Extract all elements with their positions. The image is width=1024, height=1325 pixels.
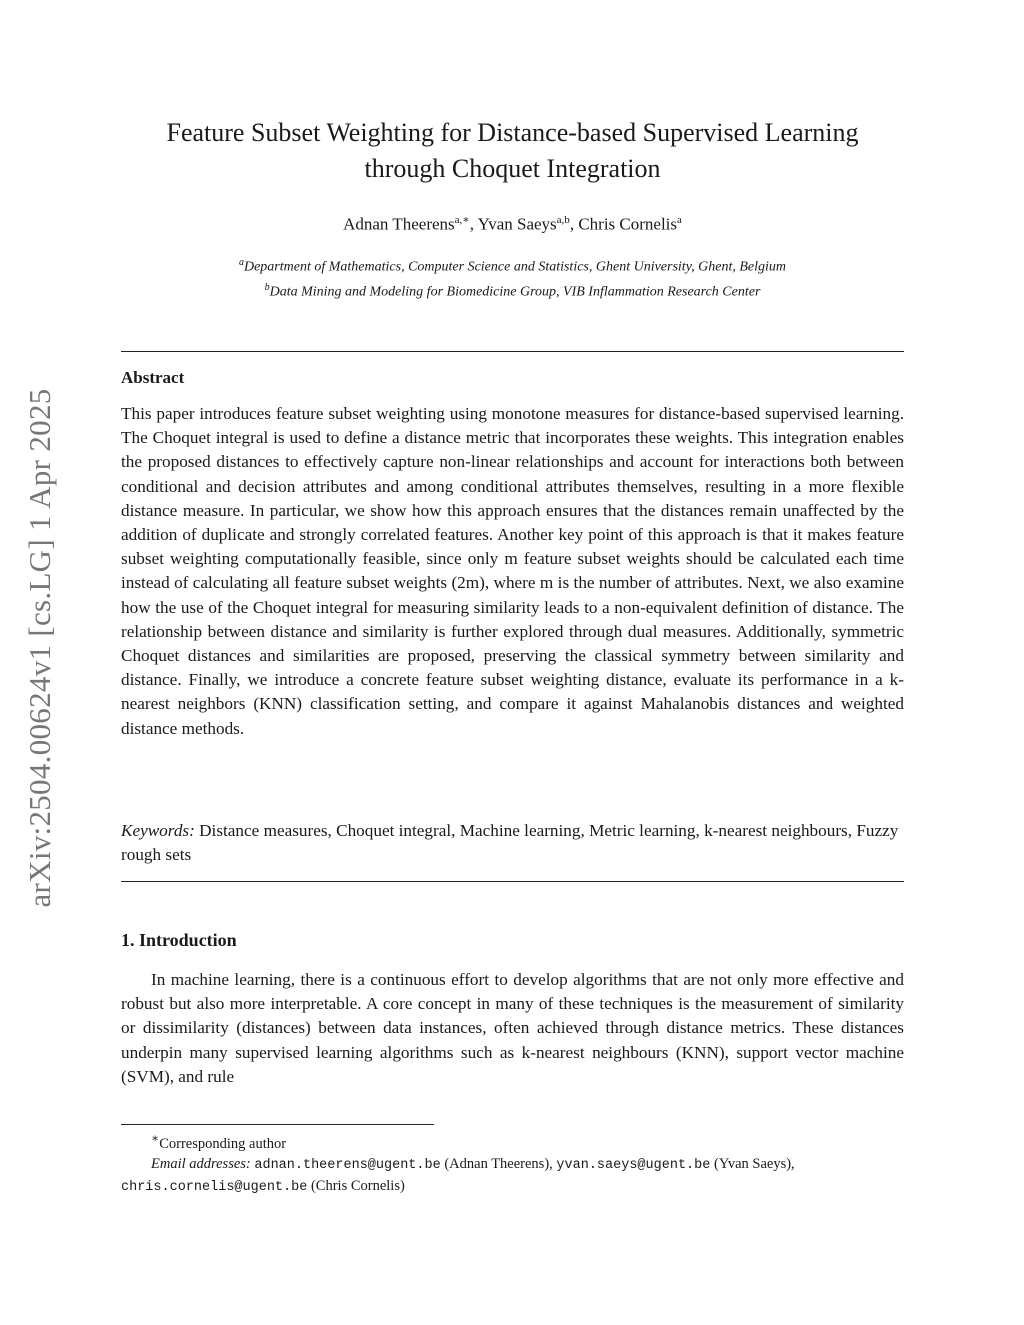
email-link[interactable]: adnan.theerens@ugent.be <box>254 1157 441 1173</box>
author-list: Adnan Theerens$^{a,∗}$, Yvan Saeys$^{a,b}$, Chris Cornelis$^a$ <box>343 214 682 234</box>
footnote-rule <box>121 1124 434 1125</box>
title-line-2: through Choquet Integration <box>364 154 661 183</box>
author-sup: a,b <box>556 214 570 226</box>
paper-title <box>110 115 915 187</box>
section-heading: 1. Introduction <box>121 930 237 950</box>
keywords <box>121 819 904 867</box>
footnotes <box>121 1128 904 1198</box>
title-line-1: Feature Subset Weighting for Distance-based Supervised Learning <box>166 118 859 147</box>
corresponding-author-note: ∗Corresponding author <box>151 1131 287 1152</box>
author-sup: a <box>677 214 682 226</box>
abstract-text: This paper introduces feature subset weighting using monotone measures for distance-based supervised learning. The Choquet integral is used to define a distance metric that incorporates these weights. This integration enables the proposed distances to effectively capture non-linear relationships and account for interactions both between conditional and decision attributes and among conditional attributes themselves, resulting in a more flexible distance measure. In particular, we show how this approach ensures that the distances remain unaffected by the addition of duplicate and strongly correlated features. Another key point of this approach is that it makes feature subset weighting computationally feasible, since only m feature subset weights should be calculated each time instead of calculating all feature subset weights (2m), where m is the number of attributes. Next, we also examine how the use of the Choquet integral for measuring similarity leads to a non-equivalent definition of distance. The relationship between distance and similarity is further explored through dual measures. Additionally, symmetric Choquet distances and similarities are proposed, preserving the classical symmetry between similarity and distance. Finally, we introduce a concrete feature subset weighting distance, evaluate its performance in a k-nearest neighbors (KNN) classification setting, and compare it against Mahalanobis distances and weighted distance methods. <box>121 404 904 738</box>
arxiv-identifier <box>20 365 60 930</box>
arxiv-identifier-text: arXiv:2504.00624v1 [cs.LG] 1 Apr 2025 <box>22 387 57 908</box>
affiliation-b: $^b$Data Mining and Modeling for Biomedicine Group, VIB Inflammation Research Center <box>264 281 761 300</box>
author-name: Yvan Saeys <box>477 214 557 234</box>
abstract-top-rule <box>121 351 904 352</box>
author-sup: a,∗ <box>454 214 470 226</box>
email-line-1: Email addresses: adnan.theerens@ugent.be (Adnan Theerens), yvan.saeys@ugent.be (Yvan Saeys), <box>151 1155 795 1173</box>
author-name: Adnan Theerens <box>343 214 455 234</box>
abstract-bottom-rule <box>121 881 904 882</box>
keywords-text: Distance measures, Choquet integral, Machine learning, Metric learning, k-nearest neighbours, Fuzzy rough sets <box>121 821 899 865</box>
email-link[interactable]: chris.cornelis@ugent.be <box>121 1179 308 1195</box>
keywords-label: Keywords: <box>121 821 195 840</box>
author-name: Chris Cornelis <box>578 214 678 234</box>
abstract-heading: Abstract <box>121 368 185 387</box>
introduction-text: In machine learning, there is a continuous effort to develop algorithms that are not only more effective and robust but also more interpretable. A core concept in many of these techniques is the measurement of similarity or dissimilarity (distances) between data instances, often achieved through distance metrics. These distances underpin many supervised learning algorithms such as k-nearest neighbours (KNN), support vector machine (SVM), and rule <box>121 970 904 1086</box>
affiliations <box>110 253 915 302</box>
email-label: Email addresses: <box>151 1155 251 1172</box>
affiliation-a: $^a$Department of Mathematics, Computer Science and Statistics, Ghent University, Ghent, Belgium <box>238 257 786 275</box>
email-link[interactable]: yvan.saeys@ugent.be <box>556 1157 711 1173</box>
email-line-2: chris.cornelis@ugent.be (Chris Cornelis) <box>121 1177 405 1195</box>
